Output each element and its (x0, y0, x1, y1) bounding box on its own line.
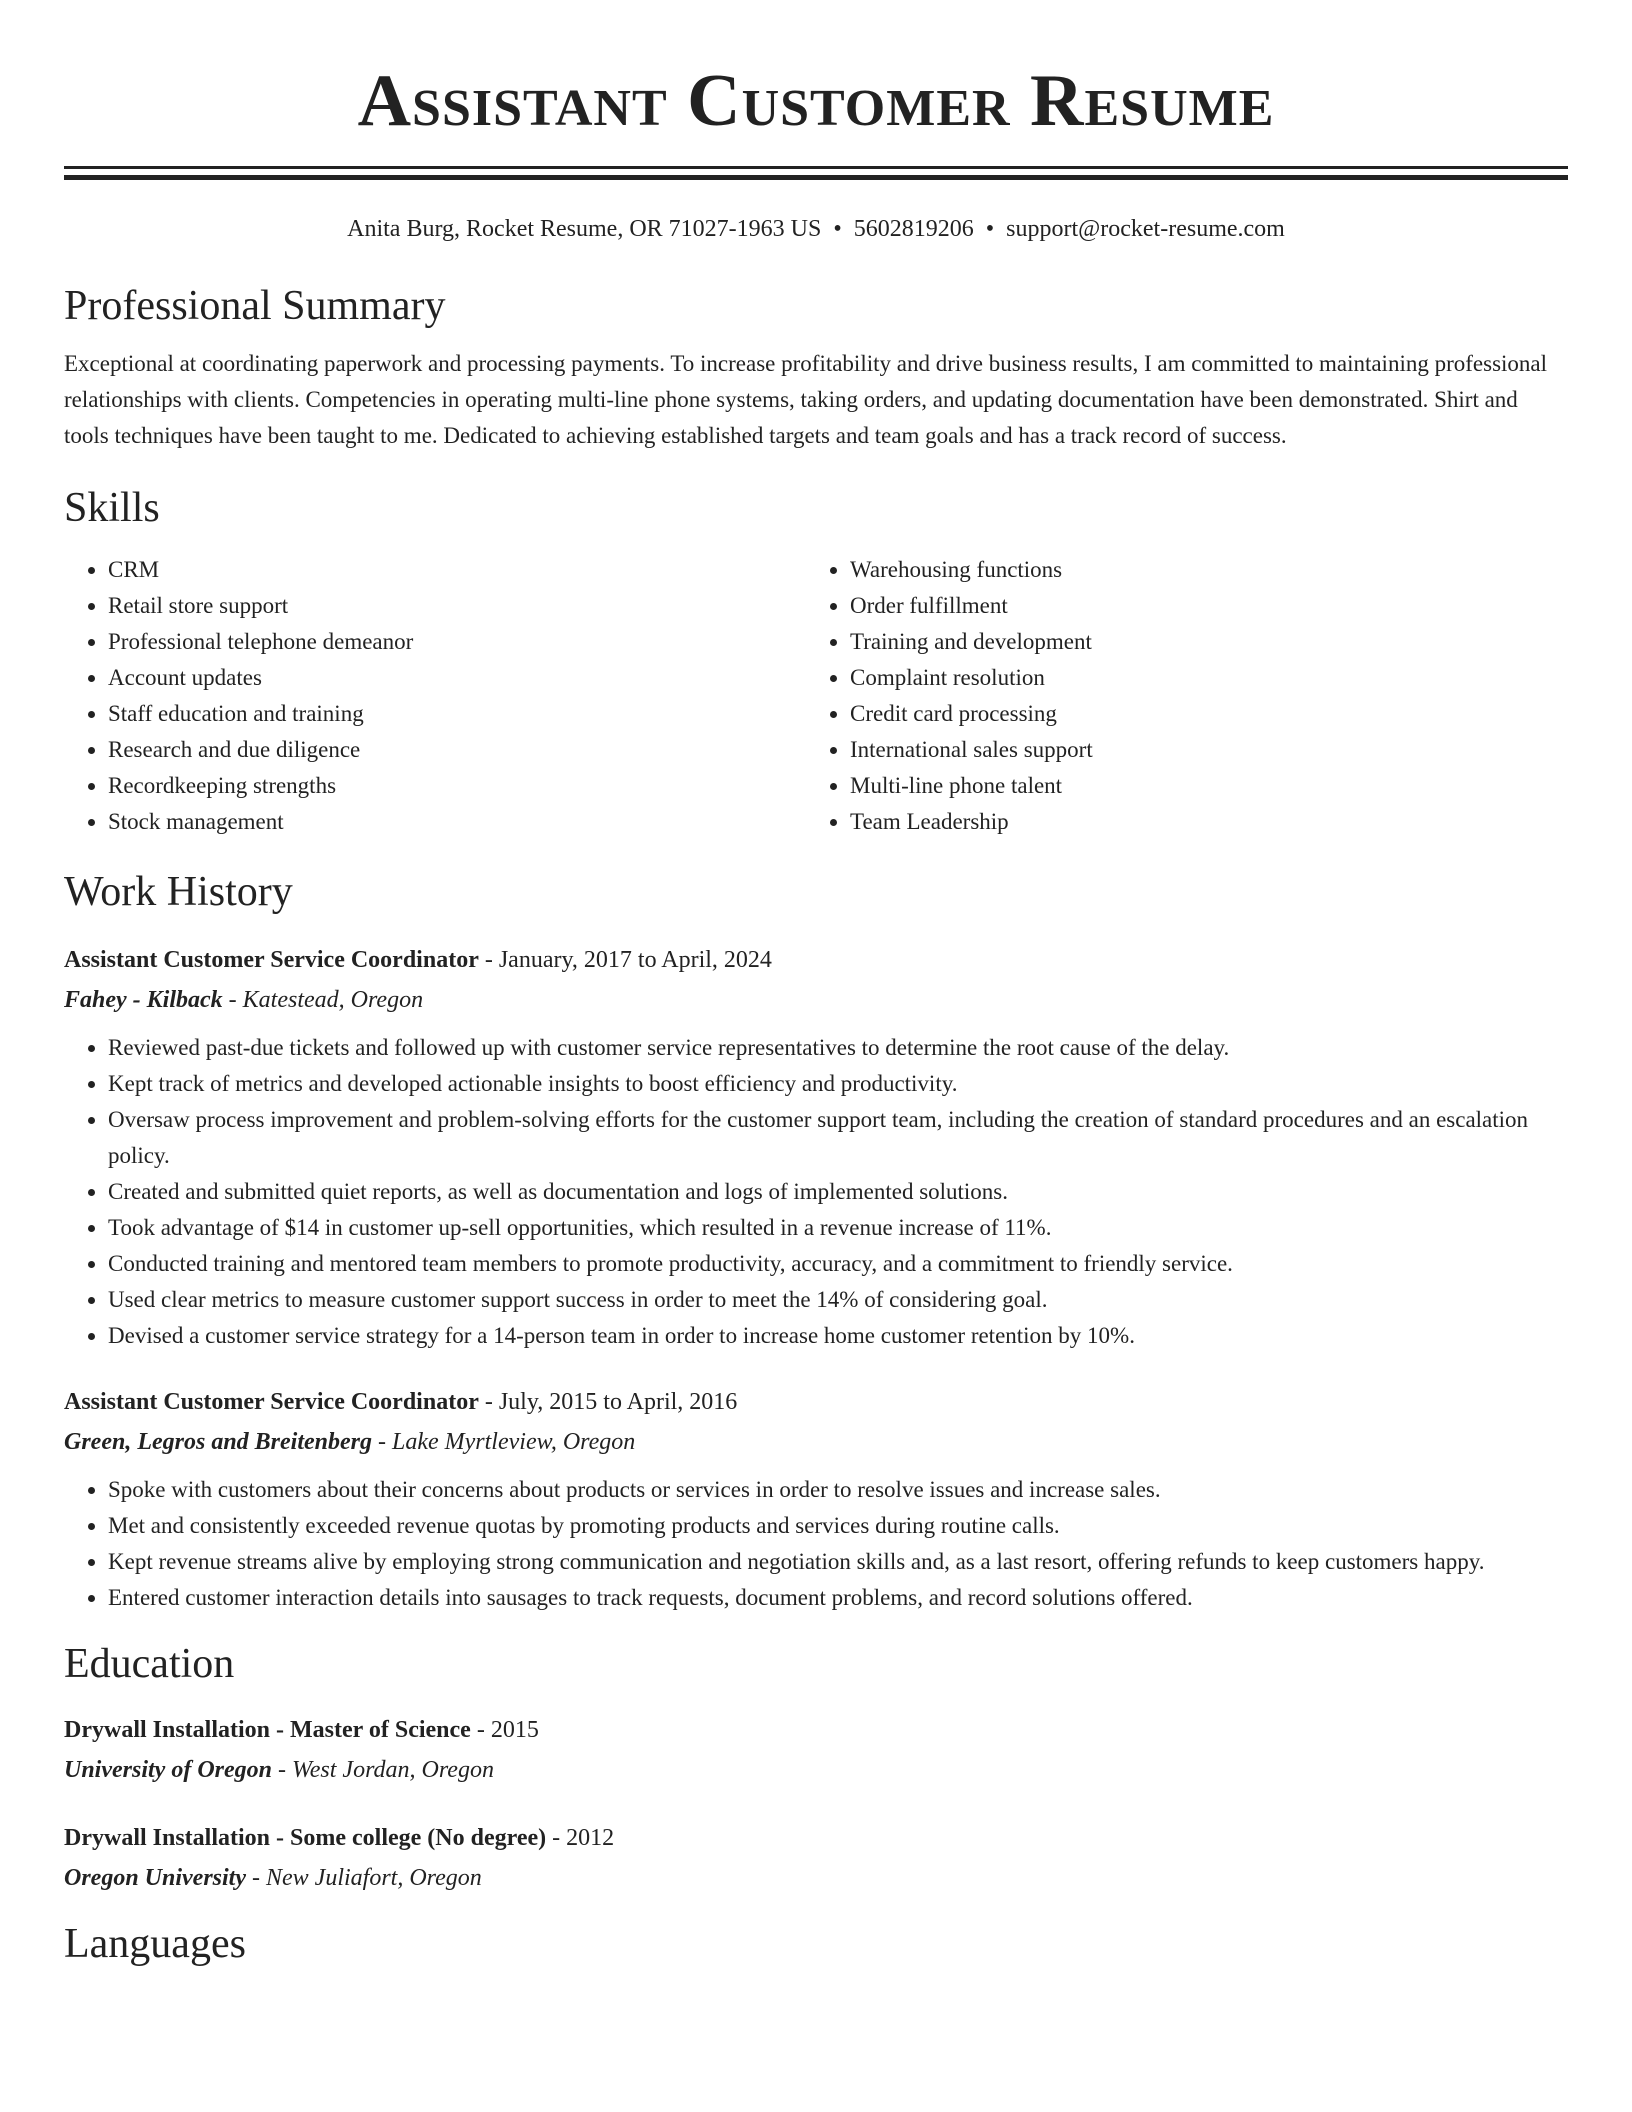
languages-heading: Languages (64, 1921, 246, 1967)
skills-column-left (64, 552, 806, 840)
company-location: - Lake Myrtleview, Oregon (372, 1429, 636, 1455)
skill-item: • Research and due diligence (108, 732, 806, 768)
job-bullet: • Entered customer interaction details into sausages to track requests, document problems, and record solutions offered. (108, 1580, 1568, 1616)
job-bullet: • Kept revenue streams alive by employing strong communication and negotiation skills and, as a last resort, offering refunds to keep customers happy. (108, 1544, 1568, 1580)
skill-item: • Staff education and training (108, 696, 806, 732)
work-history-heading: Work History (64, 869, 293, 915)
skill-item: • Retail store support (108, 588, 806, 624)
school-name: University of Oregon (64, 1757, 272, 1783)
skill-item: • Account updates (108, 660, 806, 696)
school-name: Oregon University (64, 1865, 246, 1891)
school-location: - New Juliafort, Oregon (246, 1865, 482, 1891)
skills-list (64, 552, 1568, 840)
job-dates: - January, 2017 to April, 2024 (478, 947, 772, 973)
job-bullets (64, 1030, 1568, 1354)
skill-item: • Complaint resolution (850, 660, 1568, 696)
skills-heading: Skills (64, 485, 160, 531)
job-bullet: • Reviewed past-due tickets and followed up with customer service representatives to determine the root cause of the delay. (108, 1030, 1568, 1066)
education-entry (64, 1818, 1568, 1898)
education-entry (64, 1710, 1568, 1790)
skill-item: • Credit card processing (850, 696, 1568, 732)
skill-item: • Professional telephone demeanor (108, 624, 806, 660)
skill-item: • Warehousing functions (850, 552, 1568, 588)
job-bullet: • Conducted training and mentored team members to promote productivity, accuracy, and a commitment to friendly service. (108, 1246, 1568, 1282)
skill-item: • Stock management (108, 804, 806, 840)
education-institution (64, 1858, 1568, 1898)
skill-item: • International sales support (850, 732, 1568, 768)
job-header (64, 1382, 1568, 1422)
school-location: - West Jordan, Oregon (271, 1757, 494, 1783)
job-bullet: • Devised a customer service strategy for a 14-person team in order to increase home customer retention by 10%. (108, 1318, 1568, 1354)
summary-heading: Professional Summary (64, 283, 446, 329)
job-header (64, 940, 1568, 980)
skill-item: • Multi-line phone talent (850, 768, 1568, 804)
contact-email: support@rocket-resume.com (1006, 216, 1285, 242)
title-divider-thick (64, 175, 1568, 180)
education-header (64, 1710, 1568, 1750)
job-bullet: • Spoke with customers about their concerns about products or services in order to resolve issues and increase sales. (108, 1472, 1568, 1508)
contact-address: Anita Burg, Rocket Resume, OR 71027-1963 US (347, 216, 822, 242)
contact-line (64, 214, 1568, 244)
summary-text: Exceptional at coordinating paperwork and processing payments. To increase profitability and drive business results, I am committed to maintaining professional relationships with clients. Competencies in operating multi-line phone systems, taking orders, and updating documentation have been demonstrated. Shirt and tools techniques have been taught to me. Dedicated to achieving established targets and team goals and has a track record of success. (64, 351, 1548, 448)
job-bullets (64, 1472, 1568, 1616)
job-employer (64, 980, 1568, 1020)
company-location: - Katestead, Oregon (222, 987, 424, 1013)
contact-phone: 5602819206 (853, 216, 974, 242)
job-bullet: • Met and consistently exceeded revenue quotas by promoting products and services during routine calls. (108, 1508, 1568, 1544)
job-bullet: • Used clear metrics to measure customer support success in order to meet the 14% of considering goal. (108, 1282, 1568, 1318)
degree: Drywall Installation - Master of Science (64, 1717, 471, 1743)
company-name: Green, Legros and Breitenberg (64, 1429, 372, 1455)
job-entry (64, 940, 1568, 1354)
job-bullet: • Created and submitted quiet reports, as well as documentation and logs of implemented solutions. (108, 1174, 1568, 1210)
company-name: Fahey - Kilback (64, 987, 223, 1013)
education-header (64, 1818, 1568, 1858)
graduation-year: - 2012 (546, 1825, 615, 1851)
job-bullet: • Oversaw process improvement and problem-solving efforts for the customer support team, including the creation of standard procedures and an escalation policy. (108, 1102, 1568, 1174)
skill-item: • CRM (108, 552, 806, 588)
job-entry (64, 1382, 1568, 1616)
degree: Drywall Installation - Some college (No degree) (64, 1825, 547, 1851)
skills-column-right (806, 552, 1568, 840)
contact-separator: • (833, 216, 842, 242)
skill-item: • Training and development (850, 624, 1568, 660)
job-bullet: • Took advantage of $14 in customer up-sell opportunities, which resulted in a revenue increase of 11%. (108, 1210, 1568, 1246)
resume-title: Assistant Customer Resume (357, 60, 1275, 142)
skill-item: • Order fulfillment (850, 588, 1568, 624)
skill-item: • Team Leadership (850, 804, 1568, 840)
education-heading: Education (64, 1641, 235, 1687)
contact-separator: • (985, 216, 995, 242)
job-employer (64, 1422, 1568, 1462)
job-dates: - July, 2015 to April, 2016 (478, 1389, 738, 1415)
job-bullet: • Kept track of metrics and developed actionable insights to boost efficiency and productivity. (108, 1066, 1568, 1102)
title-divider-thin (64, 166, 1568, 169)
graduation-year: - 2015 (470, 1717, 539, 1743)
education-institution (64, 1750, 1568, 1790)
job-title: Assistant Customer Service Coordinator (64, 947, 479, 973)
skill-item: • Recordkeeping strengths (108, 768, 806, 804)
job-title: Assistant Customer Service Coordinator (64, 1389, 479, 1415)
